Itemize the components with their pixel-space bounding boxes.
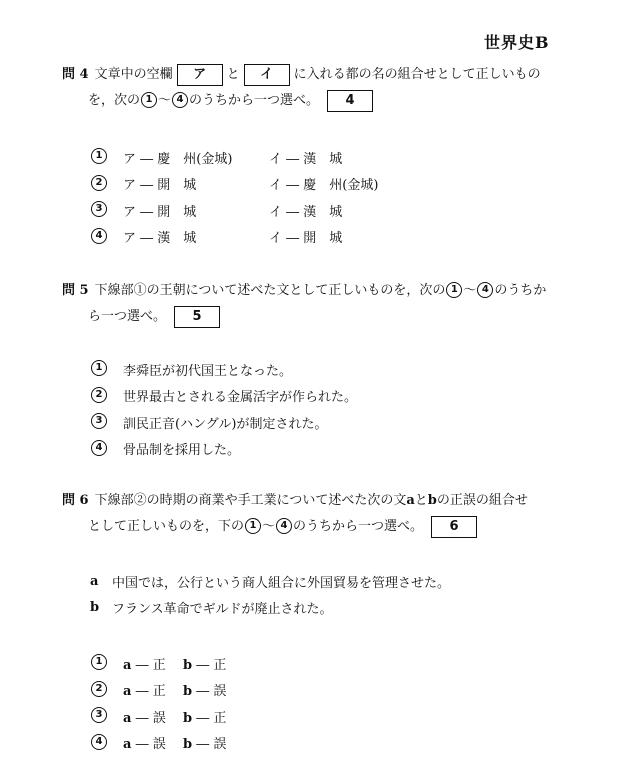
option-b: イ ― 慶 州(金城) — [269, 178, 379, 194]
value-b: ― 誤 — [196, 737, 227, 753]
subject-header: 世界史B — [484, 33, 550, 52]
option-row[interactable] — [90, 224, 378, 251]
statement-letter: a — [90, 573, 99, 589]
circled-number: 4 — [477, 282, 493, 298]
option-row[interactable] — [90, 144, 378, 171]
option-a — [123, 733, 183, 752]
option-row[interactable] — [90, 383, 357, 410]
question-4 — [62, 62, 541, 114]
option-b: イ ― 漢 城 — [269, 204, 343, 220]
question-text: のうちか — [494, 283, 547, 298]
option-b — [183, 733, 226, 752]
answer-box[interactable]: 6 — [431, 516, 477, 538]
question-text: ら一つ選べ。 — [88, 309, 167, 324]
option-b — [183, 654, 226, 673]
option-b: イ ― 開 城 — [269, 231, 343, 247]
option-b — [183, 707, 226, 726]
question-text: 下線部②の時期の商業や手工業について述べた次の文 — [94, 493, 407, 508]
tilde: 〜 — [158, 93, 172, 108]
option-text: 世界最古とされる金属活字が作られた。 — [123, 390, 358, 406]
blank-box-i: イ — [244, 64, 290, 86]
letter-b: b — [183, 684, 193, 700]
circled-number: 1 — [141, 92, 157, 108]
option-number: 1 — [91, 654, 107, 670]
option-a: ア ― 漢 城 — [123, 231, 197, 247]
option-text: 訓民正音(ハングル)が制定された。 — [123, 416, 328, 432]
question-5-options — [90, 356, 357, 462]
value-a: ― 誤 — [135, 710, 166, 726]
option-number: 2 — [91, 175, 107, 191]
statement-letter: a — [406, 493, 415, 508]
question-text: のうちから一つ選べ。 — [189, 93, 320, 108]
option-text: 李舜臣が初代国王となった。 — [123, 363, 293, 379]
letter-a: a — [123, 737, 132, 753]
tilde: 〜 — [463, 283, 477, 298]
statement-row — [90, 568, 450, 595]
letter-a: a — [123, 710, 132, 726]
option-number: 4 — [91, 440, 107, 456]
answer-box[interactable]: 5 — [174, 306, 220, 328]
question-6 — [62, 488, 528, 540]
statement-row — [90, 595, 450, 622]
value-a: ― 誤 — [135, 737, 166, 753]
question-number: 問 6 — [62, 493, 89, 508]
question-6-options — [90, 650, 226, 756]
option-number: 3 — [91, 201, 107, 217]
question-5-line2 — [62, 304, 546, 330]
option-row[interactable] — [90, 197, 378, 224]
letter-a: a — [123, 684, 132, 700]
question-text: 文章中の空欄 — [94, 67, 173, 82]
letter-b: b — [183, 710, 193, 726]
option-a: ア ― 開 城 — [123, 204, 197, 220]
question-text: と — [226, 67, 240, 82]
option-row[interactable] — [90, 409, 357, 436]
question-text: の正誤の組合せ — [436, 493, 528, 508]
circled-number: 1 — [446, 282, 462, 298]
circled-number: 1 — [245, 518, 261, 534]
value-a: ― 正 — [135, 657, 166, 673]
statement-letter: b — [427, 493, 437, 508]
option-number: 4 — [91, 228, 107, 244]
value-b: ― 誤 — [196, 684, 227, 700]
option-a — [123, 680, 183, 699]
question-number: 問 5 — [62, 283, 89, 298]
blank-box-a: ア — [177, 64, 223, 86]
circled-number: 4 — [172, 92, 188, 108]
question-6-line1 — [62, 488, 528, 514]
question-5 — [62, 278, 546, 330]
question-5-line1 — [62, 278, 546, 304]
option-a — [123, 654, 183, 673]
option-a: ア ― 開 城 — [123, 178, 197, 194]
option-row[interactable] — [90, 703, 226, 730]
question-text: 下線部①の王朝について述べた文として正しいものを，次の — [94, 283, 446, 298]
answer-box[interactable]: 4 — [327, 90, 373, 112]
option-number: 2 — [91, 387, 107, 403]
option-number: 1 — [91, 360, 107, 376]
question-text: と — [414, 493, 428, 508]
option-number: 2 — [91, 681, 107, 697]
option-text: 骨品制を採用した。 — [123, 443, 241, 459]
value-a: ― 正 — [135, 684, 166, 700]
letter-a: a — [123, 657, 132, 673]
option-a: ア ― 慶 州(金城) — [123, 151, 233, 167]
option-row[interactable] — [90, 171, 378, 198]
letter-b: b — [183, 657, 193, 673]
question-text: に入れる都の名の組合せとして正しいもの — [293, 67, 541, 82]
option-number: 4 — [91, 734, 107, 750]
option-row[interactable] — [90, 650, 226, 677]
option-b — [183, 680, 226, 699]
statement-letter: b — [90, 600, 100, 616]
option-a — [123, 707, 183, 726]
value-b: ― 正 — [196, 710, 227, 726]
option-row[interactable] — [90, 677, 226, 704]
option-row[interactable] — [90, 356, 357, 383]
question-4-options — [90, 144, 378, 250]
circled-number: 4 — [276, 518, 292, 534]
value-b: ― 正 — [196, 657, 227, 673]
question-number: 問 4 — [62, 67, 89, 82]
option-row[interactable] — [90, 436, 357, 463]
option-b: イ ― 漢 城 — [269, 151, 343, 167]
statement-text: 中国では，公行という商人組合に外国貿易を管理させた。 — [112, 575, 451, 591]
option-number: 3 — [91, 413, 107, 429]
tilde: 〜 — [262, 519, 276, 534]
question-6-statements — [90, 568, 450, 621]
option-row[interactable] — [90, 730, 226, 757]
letter-b: b — [183, 737, 193, 753]
question-text: として正しいものを，下の — [88, 519, 245, 534]
question-text: のうちから一つ選べ。 — [293, 519, 424, 534]
question-4-line2 — [62, 88, 541, 114]
question-4-line1 — [62, 62, 541, 88]
option-number: 3 — [91, 707, 107, 723]
question-6-line2 — [62, 514, 528, 540]
option-number: 1 — [91, 148, 107, 164]
question-text: を，次の — [88, 93, 141, 108]
statement-text: フランス革命でギルドが廃止された。 — [112, 602, 333, 618]
